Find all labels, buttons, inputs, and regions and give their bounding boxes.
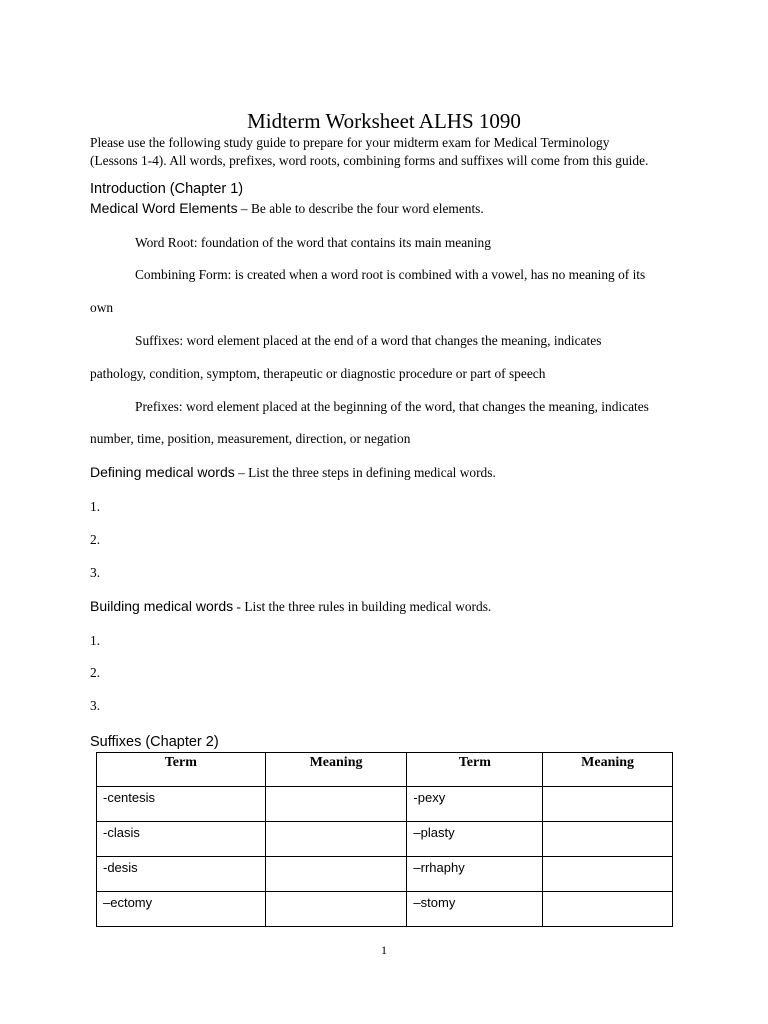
combining-form-definition: Combining Form: is created when a word root is combined with a vowel, has no meaning of its [135,267,646,282]
defining-words-line [90,463,496,482]
table-header: Term [407,753,543,787]
word-root-definition: Word Root: foundation of the word that contains its main meaning [135,235,491,250]
term-cell: –stomy [407,892,543,927]
word-elements-text: – Be able to describe the four word elements. [237,201,484,216]
page-title: Midterm Worksheet ALHS 1090 [247,109,521,133]
defining-item-1: 1. [90,499,101,514]
word-elements-heading: Medical Word Elements [90,200,238,216]
building-words-line [90,597,491,616]
building-item-1: 1. [90,633,101,648]
building-item-2: 2. [90,665,101,680]
combining-form-definition-cont: own [90,300,114,315]
suffixes-table [96,752,673,927]
intro-line-2: (Lessons 1-4). All words, prefixes, word roots, combining forms and suffixes will come from this guide. [90,153,649,168]
term-cell: -desis [97,857,266,892]
building-words-heading: Building medical words [90,598,234,614]
table-header: Term [97,753,266,787]
page-number: 1 [381,943,387,957]
meaning-cell[interactable] [265,857,407,892]
defining-words-heading: Defining medical words [90,464,235,480]
meaning-cell[interactable] [265,892,407,927]
section-heading-introduction: Introduction (Chapter 1) [90,181,244,197]
meaning-cell[interactable] [265,822,407,857]
meaning-cell[interactable] [543,822,673,857]
term-cell: –plasty [407,822,543,857]
defining-item-3: 3. [90,565,101,580]
section-heading-suffixes: Suffixes (Chapter 2) [90,734,219,750]
table-row [97,787,673,822]
prefixes-definition: Prefixes: word element placed at the beginning of the word, that changes the meaning, indicates [135,399,649,414]
intro-line-1: Please use the following study guide to prepare for your midterm exam for Medical Terminology [90,135,610,150]
meaning-cell[interactable] [543,857,673,892]
table-row [97,857,673,892]
term-cell: –ectomy [97,892,266,927]
meaning-cell[interactable] [265,787,407,822]
term-cell: -clasis [97,822,266,857]
table-row [97,892,673,927]
suffixes-definition-cont: pathology, condition, symptom, therapeutic or diagnostic procedure or part of speech [90,366,546,381]
term-cell: -centesis [97,787,266,822]
defining-item-2: 2. [90,532,101,547]
prefixes-definition-cont: number, time, position, measurement, direction, or negation [90,431,411,446]
building-item-3: 3. [90,698,101,713]
building-words-text: - List the three rules in building medical words. [233,599,492,614]
suffixes-definition: Suffixes: word element placed at the end of a word that changes the meaning, indicates [135,333,602,348]
meaning-cell[interactable] [543,892,673,927]
table-header-row [97,753,673,787]
table-header: Meaning [543,753,673,787]
term-cell: –rrhaphy [407,857,543,892]
table-row [97,822,673,857]
meaning-cell[interactable] [543,787,673,822]
defining-words-text: – List the three steps in defining medical words. [234,465,496,480]
table-header: Meaning [265,753,407,787]
word-elements-line [90,199,484,218]
term-cell: -pexy [407,787,543,822]
